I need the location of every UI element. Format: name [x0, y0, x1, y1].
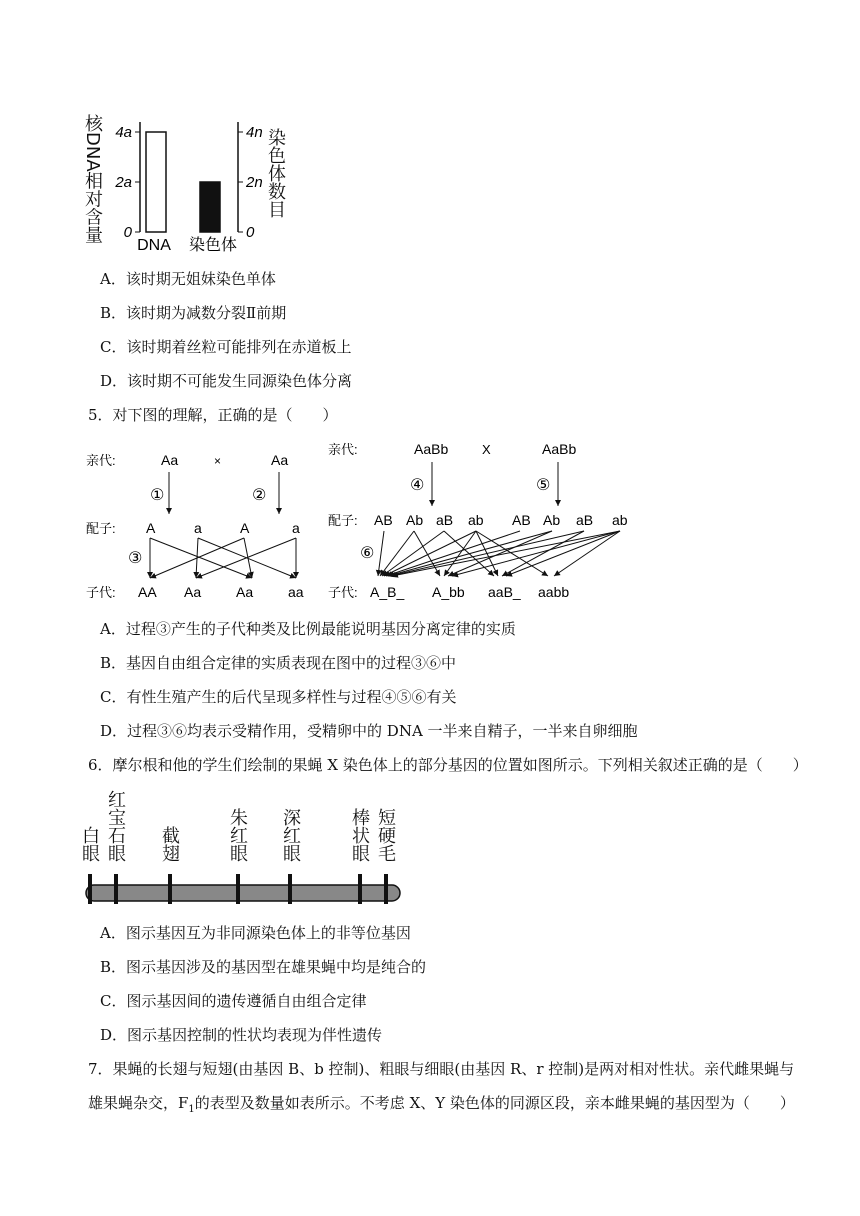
- right-gamete-2: Ab: [406, 512, 424, 528]
- left-gamete-3: A: [240, 520, 250, 536]
- q4-option-c: C．该时期着丝粒可能排列在赤道板上: [100, 338, 352, 356]
- right-axis-label: 染色体数目: [265, 128, 286, 218]
- left-offspring-label: 子代:: [86, 585, 116, 600]
- left-tick-label: 4a: [115, 124, 132, 141]
- q6-option-b: B．图示基因涉及的基因型在雄果蝇中均是纯合的: [100, 958, 427, 976]
- left-offspring-1: AA: [138, 584, 157, 600]
- q5-option-a: A．过程③产生的子代种类及比例最能说明基因分离定律的实质: [100, 620, 516, 638]
- right-gamete-5: AB: [512, 512, 531, 528]
- q4-chart-svg: [80, 112, 300, 262]
- q7-line-2: [88, 1093, 795, 1120]
- gene-bristle: 短硬毛: [375, 808, 396, 862]
- left-offspring-3: Aa: [236, 584, 254, 600]
- step-3: ③: [128, 550, 143, 567]
- bar-dna: [146, 132, 166, 232]
- q7-line-2-pre: 雄果蝇杂交，F: [88, 1094, 189, 1112]
- gene-ruby-eye: 红宝石眼: [105, 790, 126, 862]
- right-offspring-1: A_B_: [370, 584, 405, 600]
- right-parent-1: AaBb: [414, 441, 449, 457]
- right-tick-label: 4n: [246, 124, 263, 141]
- left-parent-2: Aa: [271, 452, 289, 468]
- right-cross: X: [482, 442, 491, 457]
- right-gamete-6: Ab: [543, 512, 561, 528]
- right-gamete-8: ab: [612, 512, 628, 528]
- left-gamete-1: A: [146, 520, 156, 536]
- right-tick-label: 2n: [246, 174, 263, 191]
- q7-line-1: 7．果蝇的长翅与短翅(由基因 B、b 控制)、粗眼与细眼(由基因 R、r 控制)是两对相对性状。亲代雌果蝇与: [88, 1060, 795, 1078]
- right-offspring-label: 子代:: [328, 585, 358, 600]
- gene-vermilion-eye: 朱红眼: [227, 808, 248, 862]
- q4-option-d: D．该时期不可能发生同源染色体分离: [100, 372, 353, 390]
- right-offspring-4: aabb: [538, 584, 570, 600]
- step-2: ②: [252, 487, 267, 504]
- right-offspring-3: aaB_: [488, 584, 521, 600]
- category-label: DNA: [137, 237, 171, 254]
- q5-option-c: C．有性生殖产生的后代呈现多样性与过程④⑤⑥有关: [100, 688, 457, 706]
- q7-subscript: 1: [188, 1104, 195, 1115]
- right-gamete-4: ab: [468, 512, 484, 528]
- left-offspring-2: Aa: [184, 584, 202, 600]
- gene-carmine-eye: 深红眼: [280, 808, 301, 862]
- right-parent-label: 亲代:: [328, 442, 358, 457]
- q4-option-a: A．该时期无姐妹染色单体: [100, 270, 276, 288]
- step-1: ①: [150, 487, 165, 504]
- left-gamete-label: 配子:: [86, 521, 116, 536]
- step-6: ⑥: [360, 545, 375, 562]
- q7-line-2-post: 的表型及数量如表所示。不考虑 X、Y 染色体的同源区段，亲本雌果蝇的基因型为（ ）: [194, 1094, 795, 1112]
- chromosome-bar: [78, 788, 408, 908]
- left-offspring-4: aa: [288, 584, 304, 600]
- gene-white-eye: 白眼: [79, 826, 100, 862]
- left-parent-label: 亲代:: [86, 453, 116, 468]
- q5-option-b: B．基因自由组合定律的实质表现在图中的过程③⑥中: [100, 654, 457, 672]
- right-tick-label: 0: [246, 224, 255, 241]
- left-parent-1: Aa: [161, 452, 179, 468]
- left-tick-label: 2a: [115, 174, 132, 191]
- q5-right-diagram: [322, 434, 652, 610]
- gene-cut-wing: 截翅: [159, 826, 180, 862]
- right-offspring-2: A_bb: [432, 584, 465, 600]
- q4-chart: [80, 112, 300, 262]
- right-gamete-7: aB: [576, 512, 594, 528]
- left-cross: ×: [214, 454, 222, 468]
- gene-bar-eye: 棒状眼: [349, 808, 370, 862]
- category-label: 染色体: [188, 237, 238, 254]
- right-parent-2: AaBb: [542, 441, 577, 457]
- left-axis-label: 核DNA相对含量: [82, 114, 103, 244]
- q4-option-b: B．该时期为减数分裂Ⅱ前期: [100, 304, 287, 322]
- step-5: ⑤: [536, 477, 551, 494]
- right-gamete-1: AB: [374, 512, 393, 528]
- q6-option-d: D．图示基因控制的性状均表现为伴性遗传: [100, 1026, 383, 1044]
- q5-stem: 5．对下图的理解，正确的是（ ）: [88, 406, 338, 424]
- q6-stem: 6．摩尔根和他的学生们绘制的果蝇 X 染色体上的部分基因的位置如图所示。下列相关叙述正确的是（ ）: [88, 756, 808, 774]
- right-gamete-3: aB: [436, 512, 454, 528]
- right-gamete-label: 配子:: [328, 513, 358, 528]
- q6-chromosome-diagram: [78, 788, 408, 908]
- q6-option-c: C．图示基因间的遗传遵循自由组合定律: [100, 992, 367, 1010]
- left-gamete-4: a: [292, 520, 300, 536]
- left-gamete-2: a: [194, 520, 202, 536]
- bar-chromosome: [200, 182, 220, 232]
- left-tick-label: 0: [123, 224, 132, 241]
- q5-option-d: D．过程③⑥均表示受精作用，受精卵中的 DNA 一半来自精子，一半来自卵细胞: [100, 722, 638, 740]
- step-4: ④: [410, 477, 425, 494]
- q6-option-a: A．图示基因互为非同源染色体上的非等位基因: [100, 924, 411, 942]
